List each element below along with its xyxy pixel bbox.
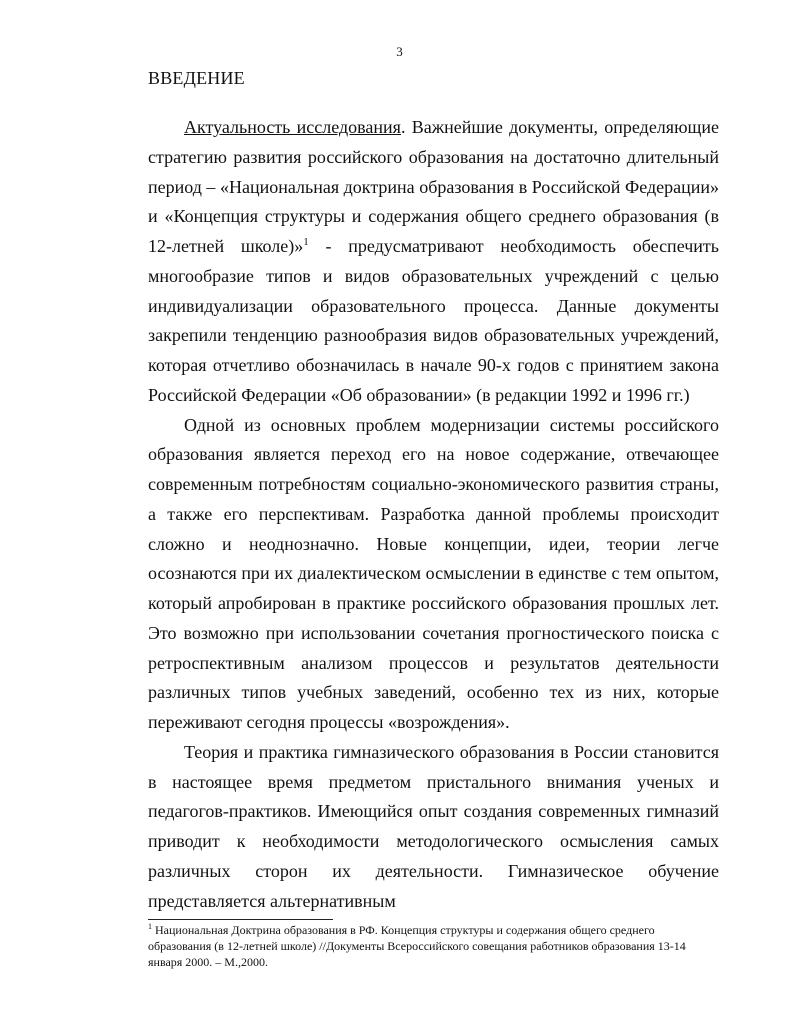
paragraph-2: Одной из основных проблем модернизации системы российского образования является переход его на новое содержание, отвечающее современным потребностям социально-экономического развития страны, а также его перспективам. Разработка данной проблемы происходит сложно и неоднозначно. Новые концепции, идеи, теории легче осознаются при их диалектическом осмыслении в единстве с тем опытом, который апробирован в практике российского образования прошлых лет. Это возможно при использовании сочетания прогностического поиска с ретроспективным анализом процессов и результатов деятельности различных типов учебных заведений, особенно тех из них, которые переживают сегодня процессы «возрождения». bbox=[148, 414, 719, 732]
footnote bbox=[148, 922, 708, 970]
paragraph-topic: Актуальность исследования bbox=[184, 117, 401, 137]
footnote-divider bbox=[148, 919, 333, 920]
paragraph-1-text-before-note: Важнейшие документы, определяющие стратегию развития российского образования на достаточно длительный период – «Национальная доктрина образования в Российской Федерации» и «Концепция структуры и содержания общего среднего образования (в 12-летней школе)» bbox=[148, 117, 720, 256]
paragraph-3: Теория и практика гимназического образования в России становится в настоящее время предметом пристального внимания ученых и педагогов-практиков. Имеющийся опыт создания современных гимназий приводит к необходимости методологического осмысления самых различных сторон их деятельности. Гимназическое обучение представляется альтернативным bbox=[148, 741, 719, 911]
paragraph-topic-end: . bbox=[400, 117, 406, 137]
body-text bbox=[148, 113, 719, 916]
page-number: 3 bbox=[396, 44, 403, 59]
page-title: ВВЕДЕНИЕ bbox=[148, 68, 245, 88]
footnote-text: Национальная Доктрина образования в РФ. Концепция структуры и содержания общего среднего образования (в 12-летней школе) //Документы Всероссийского совещания работников образования 13-14 января 2000. – М.,2000. bbox=[148, 923, 686, 969]
footnote-marker: 1 bbox=[148, 922, 152, 931]
paragraph-1-text-after-note: - предусматривают необходимость обеспечить многообразие типов и видов образовательных учреждений с целью индивидуализации образовательного процесса. Данные документы закрепили тенденцию разнообразия видов образовательных учреждений, которая отчетливо обозначилась в начале 90-х годов с принятием закона Российской Федерации «Об образовании» (в редакции 1992 и 1996 гг.) bbox=[148, 236, 719, 405]
footnote-reference: 1 bbox=[303, 236, 309, 248]
paragraph-1 bbox=[148, 113, 719, 411]
